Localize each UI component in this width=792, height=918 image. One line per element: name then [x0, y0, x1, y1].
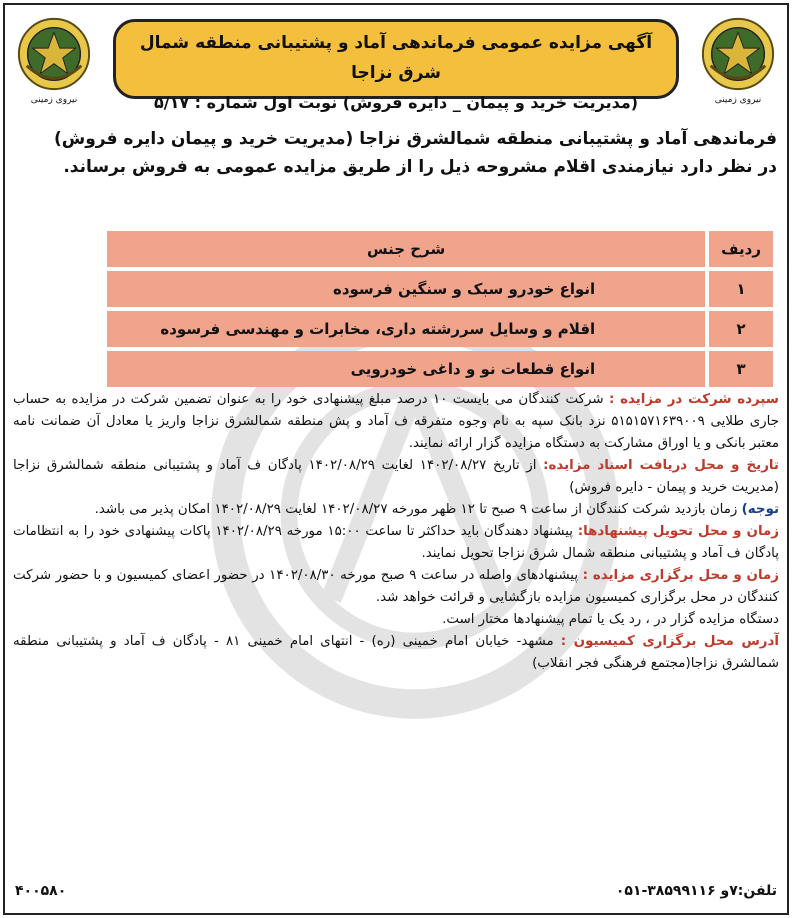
row-description: انواع خودرو سبک و سنگین فرسوده — [107, 271, 709, 307]
deposit-text: شرکت کنندگان می بایست ۱۰ درصد مبلغ پیشنهادی خود را به عنوان تضمین شرکت در مزایده به حساب جاری طلایی ۵۱۵۱۵۷۱۶۳۹۰۰۹ نزد بانک سپه به نام وجوه متفرقه ف آماد و پش منطقه شمالشرق نزاجا واریز یا معادل آن ضمانت نامه معتبر بانکی و یا اوراق مشارکت به دستگاه مزایده گزار ارائه نمایند. — [13, 392, 779, 451]
row-number: ۲ — [709, 311, 773, 347]
army-emblem-icon — [15, 15, 93, 93]
table-row — [107, 351, 773, 387]
emblem-right — [699, 15, 777, 113]
table-header-row — [107, 231, 773, 267]
emblem-label: نیروی زمینی — [714, 95, 762, 105]
title-box — [113, 19, 679, 112]
holding-text: پیشنهادهای واصله در ساعت ۹ صبح مورخه ۱۴۰۲/۰۸/۳۰ در حضور اعضای کمیسیون و با حضور شرکت کنندگان در محل برگزاری کمیسیون مزایده بازگشایی و قرائت خواهد شد. — [13, 568, 779, 605]
holding-paragraph — [13, 565, 779, 609]
ad-code: ۴۰۰۵۸۰ — [15, 883, 67, 899]
army-emblem-icon — [699, 15, 777, 93]
documents-text: از تاریخ ۱۴۰۲/۰۸/۲۷ لغایت ۱۴۰۲/۰۸/۲۹ پادگان ف آماد و پشتیبانی منطقه شمالشرق نزاجا (مدیریت خرید و پیمان - دایره فروش) — [13, 458, 779, 495]
note-heading: توجه) — [741, 502, 779, 517]
title-line1: آگهی مزایده عمومی فرماندهی آماد و پشتیبانی منطقه شمال شرق نزاجا — [139, 33, 653, 83]
intro-text — [15, 125, 777, 181]
address-text: مشهد- خیابان امام خمینی (ره) - انتهای امام خمینی ۸۱ - پادگان ف آماد و پشتیبانی منطقه شمالشرق نزاجا(مجتمع فرهنگی فجر انقلاب) — [13, 634, 779, 671]
phone-number: تلفن:۷و ۳۸۵۹۹۱۱۶-۰۵۱ — [615, 883, 777, 899]
deposit-paragraph — [13, 389, 779, 455]
conditions-body — [13, 389, 779, 675]
row-number: ۱ — [709, 271, 773, 307]
row-number: ۳ — [709, 351, 773, 387]
rights-paragraph: دستگاه مزایده گزار در ، رد یک یا تمام پیشنهادها مختار است. — [442, 612, 779, 627]
row-description: انواع قطعات نو و داغی خودرویی — [107, 351, 709, 387]
delivery-text: پیشنهاد دهندگان باید حداکثر تا ساعت ۱۵:۰۰ مورخه ۱۴۰۲/۰۸/۲۹ پاکات پیشنهادی خود را به انتظامات پادگان ف آماد و پشتیبانی منطقه شمال شرق نزاجا تحویل نمایند. — [13, 524, 779, 561]
intro-line2: در نظر دارد نیازمندی اقلام مشروحه ذیل را از طریق مزایده عمومی به فروش برساند. — [63, 157, 777, 177]
header-description: شرح جنس — [107, 231, 709, 267]
table-row — [107, 271, 773, 307]
ad-frame — [3, 3, 789, 915]
footer — [15, 883, 777, 907]
emblem-left — [15, 15, 93, 113]
title-line2: (مدیریت خرید و پیمان _ دایره فروش) نوبت اول شماره : ۵/۱۷ — [153, 93, 639, 112]
documents-heading: تاریخ و محل دریافت اسناد مزایده: — [543, 458, 779, 473]
delivery-paragraph — [13, 521, 779, 565]
header-row-number: ردیف — [709, 231, 773, 267]
note-paragraph — [13, 499, 779, 521]
deposit-heading: سپرده شرکت در مزایده : — [608, 392, 779, 407]
emblem-label: نیروی زمینی — [30, 95, 78, 105]
row-description: اقلام و وسایل سررشته داری، مخابرات و مهندسی فرسوده — [107, 311, 709, 347]
table-row — [107, 311, 773, 347]
delivery-heading: زمان و محل تحویل پیشنهادها: — [577, 524, 779, 539]
note-text: زمان بازدید شرکت کنندگان از ساعت ۹ صبح تا ۱۲ ظهر مورخه ۱۴۰۲/۰۸/۲۷ لغایت ۱۴۰۲/۰۸/۲۹ امکان پذیر می باشد. — [94, 502, 738, 517]
address-paragraph — [13, 631, 779, 675]
holding-heading: زمان و محل برگزاری مزایده : — [582, 568, 780, 583]
intro-line1: فرماندهی آماد و پشتیبانی منطقه شمالشرق نزاجا (مدیریت خرید و پیمان دایره فروش) — [54, 129, 777, 149]
items-table — [107, 227, 773, 391]
address-heading: آدرس محل برگزاری کمیسیون : — [560, 634, 779, 649]
documents-paragraph — [13, 455, 779, 499]
header — [13, 11, 779, 117]
